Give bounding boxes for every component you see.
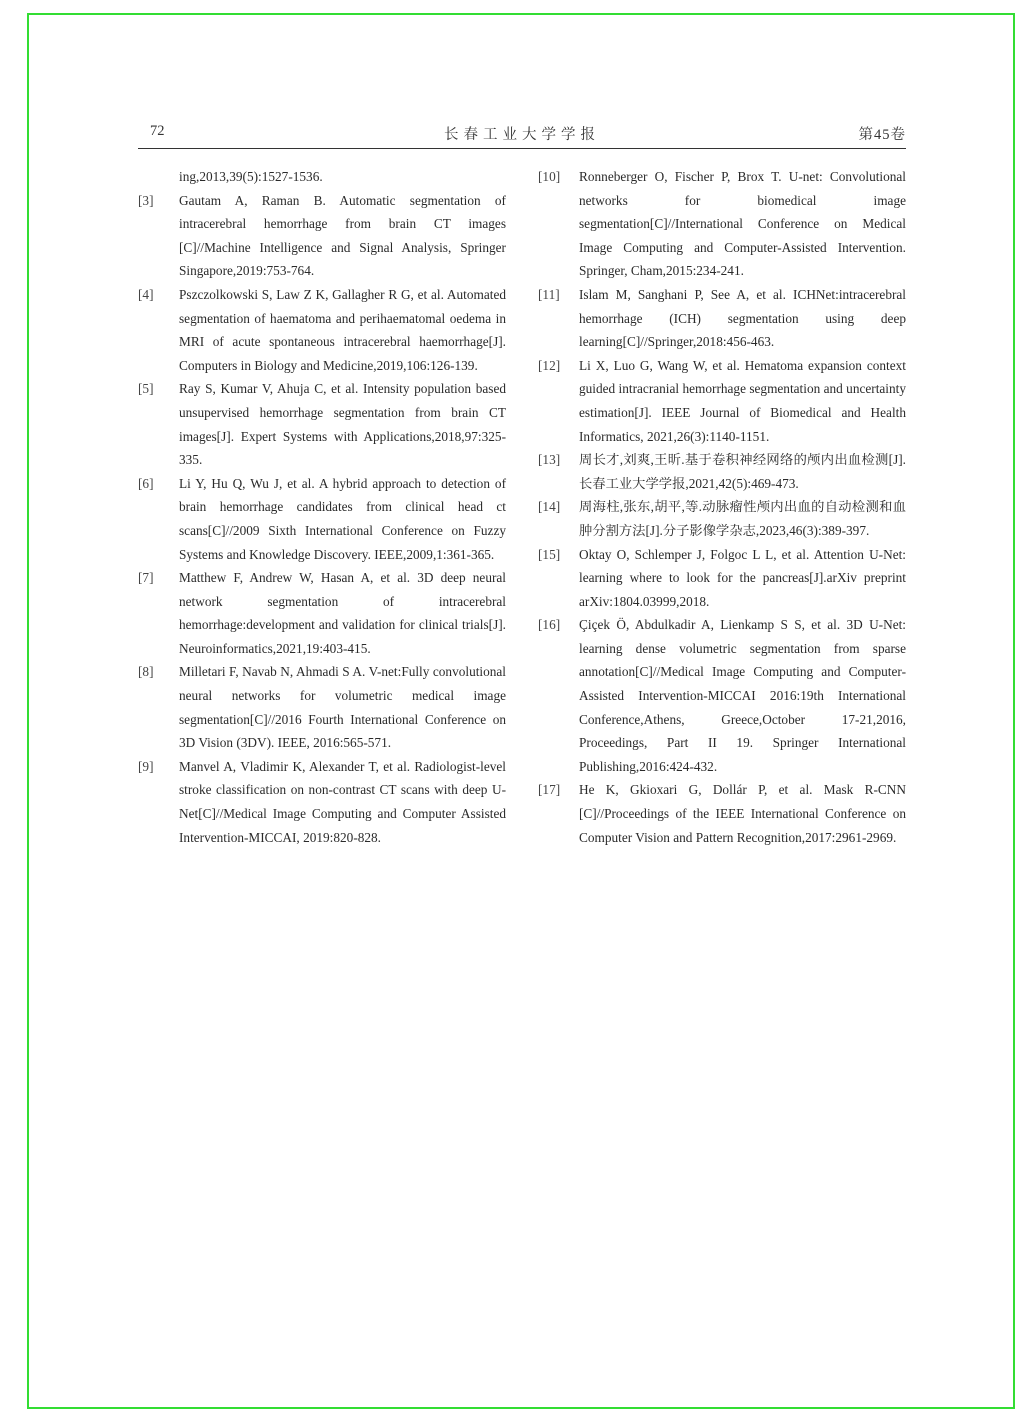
reference-item xyxy=(538,165,906,283)
reference-number: [11] xyxy=(538,286,560,302)
reference-text: Manvel A, Vladimir K, Alexander T, et al. Radiologist-level stroke classification on non-contrast CT scans with deep U-Net[C]//Medical Image Computing and Computer Assisted Intervention-MICCAI, 2019:820-828. xyxy=(179,758,506,845)
reference-number: [15] xyxy=(538,546,561,562)
reference-text: Çiçek Ö, Abdulkadir A, Lienkamp S S, et al. 3D U-Net: learning dense volumetric segmentation from sparse annotation[C]//Medical Image Computing and Computer-Assisted Intervention-MICCAI 2016:19th International Conference,Athens, Greece,October 17-21,2016, Proceedings, Part II 19. Springer International Publishing,2016:424-432. xyxy=(579,617,906,774)
reference-text: Oktay O, Schlemper J, Folgoc L L, et al. Attention U-Net: learning where to look for the pancreas[J].arXiv preprint arXiv:1804.03999,2018. xyxy=(579,546,906,609)
reference-text: Gautam A, Raman B. Automatic segmentation of intracerebral hemorrhage from brain CT images [C]//Machine Intelligence and Signal Analysis, Springer Singapore,2019:753-764. xyxy=(179,192,506,279)
reference-item xyxy=(138,660,506,754)
reference-item xyxy=(138,566,506,660)
reference-number: [6] xyxy=(138,475,154,491)
reference-item xyxy=(538,448,906,495)
reference-item xyxy=(138,377,506,471)
reference-text: Li X, Luo G, Wang W, et al. Hematoma expansion context guided intracranial hemorrhage segmentation and uncertainty estimation[J]. IEEE Journal of Biomedical and Health Informatics, 2021,26(3):1140-1151. xyxy=(579,357,906,444)
reference-item xyxy=(538,283,906,354)
reference-number: [9] xyxy=(138,758,154,774)
journal-title: 长春工业大学学报 xyxy=(444,127,600,143)
reference-item xyxy=(138,189,506,283)
reference-item xyxy=(538,778,906,849)
reference-item xyxy=(138,755,506,849)
running-header xyxy=(138,122,906,149)
reference-item xyxy=(138,283,506,377)
reference-number: [10] xyxy=(538,169,561,184)
reference-number: [12] xyxy=(538,357,561,373)
reference-text: Li Y, Hu Q, Wu J, et al. A hybrid approach to detection of brain hemorrhage candidates from clinical head ct scans[C]//2009 Sixth International Conference on Fuzzy Systems and Knowledge Discovery. IEEE,2009,1:361-365. xyxy=(179,475,506,562)
reference-text: Milletari F, Navab N, Ahmadi S A. V-net:Fully convolutional neural networks for volumetric medical image segmentation[C]//2016 Fourth International Conference on 3D Vision (3DV). IEEE, 2016:565-571. xyxy=(179,664,506,751)
reference-item xyxy=(538,613,906,778)
reference-text: Islam M, Sanghani P, See A, et al. ICHNet:intracerebral hemorrhage (ICH) segmentation using deep learning[C]//Springer,2018:456-463. xyxy=(579,286,906,350)
reference-text: Matthew F, Andrew W, Hasan A, et al. 3D deep neural network segmentation of intracerebral hemorrhage:development and validation for clinical trials[J]. Neuroinformatics,2021,19:403-415. xyxy=(179,570,506,656)
reference-number: [14] xyxy=(538,499,561,515)
reference-number: [7] xyxy=(138,570,154,586)
reference-number: [5] xyxy=(138,381,154,397)
reference-number: [4] xyxy=(138,286,154,302)
reference-column-left xyxy=(138,165,506,849)
reference-text: Pszczolkowski S, Law Z K, Gallagher R G, et al. Automated segmentation of haematoma and perihaematomal oedema in MRI of acute spontaneous intracerebral haemorrhage[J]. Computers in Biology and Medicine,2019,106:126-139. xyxy=(179,286,506,373)
page-number: 72 xyxy=(150,123,165,139)
reference-text: Ronneberger O, Fischer P, Brox T. U-net: Convolutional networks for biomedical image segmentation[C]//International Conference on Medical Image Computing and Computer-Assisted Intervention. Springer, Cham,2015:234-241. xyxy=(579,169,906,279)
reference-number: [17] xyxy=(538,782,561,798)
reference-item xyxy=(538,354,906,448)
reference-text: 周海柱,张东,胡平,等.动脉瘤性颅内出血的自动检测和血肿分割方法[J].分子影像学杂志,2023,46(3):389-397. xyxy=(579,499,906,538)
reference-number: [8] xyxy=(138,664,154,680)
reference-number: [13] xyxy=(538,452,561,468)
volume-label: 第45卷 xyxy=(858,127,906,143)
reference-text: ing,2013,39(5):1527-1536. xyxy=(179,169,323,184)
reference-text: Ray S, Kumar V, Ahuja C, et al. Intensity population based unsupervised hemorrhage segmentation from brain CT images[J]. Expert Systems with Applications,2018,97:325-335. xyxy=(179,381,506,468)
reference-text: He K, Gkioxari G, Dollár P, et al. Mask R-CNN [C]//Proceedings of the IEEE International Conference on Computer Vision and Pattern Recognition,2017:2961-2969. xyxy=(579,782,906,845)
reference-item xyxy=(538,543,906,614)
reference-number: [16] xyxy=(538,617,561,633)
reference-number: [3] xyxy=(138,192,154,208)
reference-item xyxy=(138,472,506,566)
reference-text: 周长才,刘爽,王昕.基于卷积神经网络的颅内出血检测[J].长春工业大学学报,2021,42(5):469-473. xyxy=(579,452,906,491)
reference-column-right xyxy=(538,165,906,849)
reference-item xyxy=(538,495,906,542)
reference-continuation xyxy=(138,165,506,189)
